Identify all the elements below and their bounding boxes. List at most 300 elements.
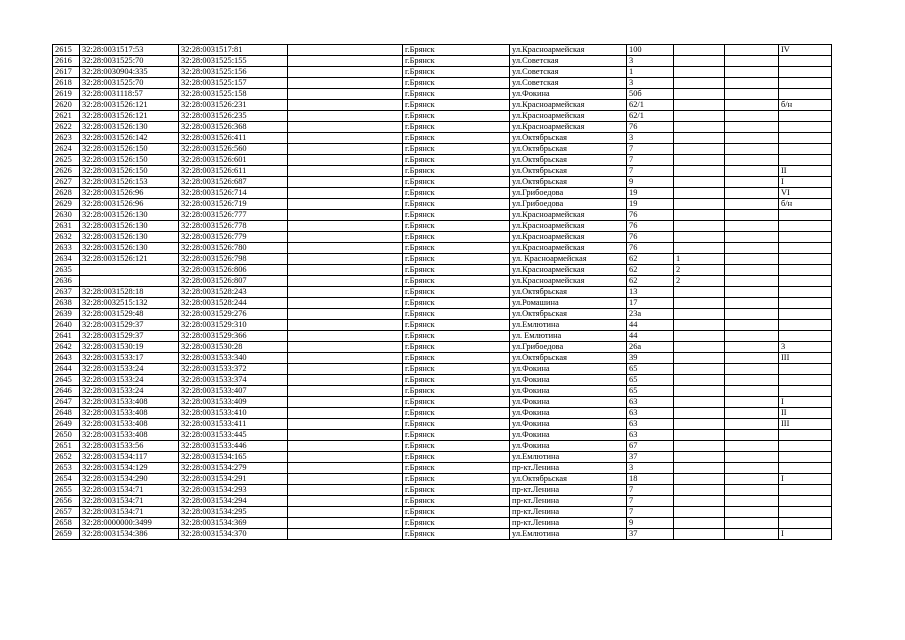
cell-street: ул.Октябрьская — [510, 474, 627, 485]
cell-row-number: 2630 — [53, 210, 80, 221]
cell-row-number: 2646 — [53, 386, 80, 397]
cell-unit-number — [725, 496, 779, 507]
cell-street: ул.Фокина — [510, 419, 627, 430]
cell-parent-cadastral-number: 32:28:0031526:96 — [80, 199, 179, 210]
cell-street: ул.Октябрьская — [510, 309, 627, 320]
cell-street: ул.Грибоедова — [510, 188, 627, 199]
cell-house-number: 63 — [627, 408, 674, 419]
cell-row-number: 2634 — [53, 254, 80, 265]
cell-unit-number — [725, 430, 779, 441]
cell-building-number — [674, 463, 725, 474]
table-row — [53, 364, 832, 375]
cell-cadastral-number: 32:28:0031528:243 — [179, 287, 288, 298]
cell-parent-cadastral-number: 32:28:0031529:37 — [80, 331, 179, 342]
cell-street: ул.Красноармейская — [510, 232, 627, 243]
cell-empty-column — [288, 221, 403, 232]
cell-street: ул.Советская — [510, 67, 627, 78]
cell-premises-number — [779, 122, 832, 133]
table-row — [53, 67, 832, 78]
cell-city: г.Брянск — [403, 287, 510, 298]
cell-cadastral-number: 32:28:0031526:368 — [179, 122, 288, 133]
cell-building-number — [674, 243, 725, 254]
cell-city: г.Брянск — [403, 56, 510, 67]
cell-city: г.Брянск — [403, 408, 510, 419]
cell-premises-number — [779, 485, 832, 496]
table-row — [53, 529, 832, 540]
table-row — [53, 122, 832, 133]
cell-unit-number — [725, 155, 779, 166]
cell-building-number — [674, 441, 725, 452]
cell-cadastral-number: 32:28:0031534:294 — [179, 496, 288, 507]
cell-empty-column — [288, 78, 403, 89]
cell-unit-number — [725, 452, 779, 463]
cell-row-number: 2617 — [53, 67, 80, 78]
cell-city: г.Брянск — [403, 111, 510, 122]
cell-row-number: 2615 — [53, 45, 80, 56]
cell-city: г.Брянск — [403, 309, 510, 320]
cell-unit-number — [725, 221, 779, 232]
cell-parent-cadastral-number: 32:28:0031534:71 — [80, 507, 179, 518]
cell-cadastral-number: 32:28:0031526:780 — [179, 243, 288, 254]
cell-parent-cadastral-number: 32:28:0031529:48 — [80, 309, 179, 320]
cell-building-number — [674, 518, 725, 529]
cell-unit-number — [725, 199, 779, 210]
cell-building-number — [674, 78, 725, 89]
cell-street: ул.Октябрьская — [510, 287, 627, 298]
cell-city: г.Брянск — [403, 122, 510, 133]
table-row — [53, 133, 832, 144]
cell-row-number: 2652 — [53, 452, 80, 463]
cell-house-number: 76 — [627, 210, 674, 221]
cell-house-number: 63 — [627, 419, 674, 430]
cell-building-number — [674, 342, 725, 353]
cell-empty-column — [288, 287, 403, 298]
cell-unit-number — [725, 166, 779, 177]
cell-building-number — [674, 408, 725, 419]
cell-cadastral-number: 32:28:0031526:235 — [179, 111, 288, 122]
cell-parent-cadastral-number: 32:28:0031526:96 — [80, 188, 179, 199]
cell-street: ул.Фокина — [510, 430, 627, 441]
cell-row-number: 2643 — [53, 353, 80, 364]
cell-city: г.Брянск — [403, 375, 510, 386]
cell-unit-number — [725, 100, 779, 111]
cell-building-number — [674, 210, 725, 221]
cell-city: г.Брянск — [403, 364, 510, 375]
cell-row-number: 2655 — [53, 485, 80, 496]
cell-premises-number — [779, 430, 832, 441]
cell-parent-cadastral-number — [80, 265, 179, 276]
cell-unit-number — [725, 375, 779, 386]
cell-street: пр-кт.Ленина — [510, 485, 627, 496]
table-body — [53, 45, 832, 540]
table-row — [53, 144, 832, 155]
cell-street: ул.Красноармейская — [510, 265, 627, 276]
cell-empty-column — [288, 342, 403, 353]
cell-premises-number — [779, 276, 832, 287]
cell-house-number: 62/1 — [627, 111, 674, 122]
cell-parent-cadastral-number: 32:28:0031526:121 — [80, 111, 179, 122]
table-row — [53, 474, 832, 485]
cell-premises-number: II — [779, 166, 832, 177]
cell-empty-column — [288, 496, 403, 507]
cell-empty-column — [288, 210, 403, 221]
cell-unit-number — [725, 474, 779, 485]
cell-empty-column — [288, 276, 403, 287]
cell-street: ул.Емлютина — [510, 320, 627, 331]
cell-unit-number — [725, 89, 779, 100]
cell-premises-number: II — [779, 408, 832, 419]
table-row — [53, 320, 832, 331]
cell-row-number: 2625 — [53, 155, 80, 166]
cell-unit-number — [725, 265, 779, 276]
cell-empty-column — [288, 386, 403, 397]
cell-premises-number — [779, 463, 832, 474]
cell-cadastral-number: 32:28:0031533:446 — [179, 441, 288, 452]
cell-parent-cadastral-number: 32:28:0031526:130 — [80, 232, 179, 243]
cell-empty-column — [288, 364, 403, 375]
cell-parent-cadastral-number: 32:28:0031528:18 — [80, 287, 179, 298]
cell-unit-number — [725, 298, 779, 309]
cell-house-number: 62 — [627, 276, 674, 287]
cell-empty-column — [288, 166, 403, 177]
cell-street: ул.Красноармейская — [510, 122, 627, 133]
table-row — [53, 254, 832, 265]
table-row — [53, 298, 832, 309]
cell-cadastral-number: 32:28:0031526:411 — [179, 133, 288, 144]
cell-city: г.Брянск — [403, 166, 510, 177]
cell-unit-number — [725, 364, 779, 375]
cell-house-number: 37 — [627, 529, 674, 540]
cell-parent-cadastral-number: 32:28:0031534:117 — [80, 452, 179, 463]
cell-empty-column — [288, 408, 403, 419]
cell-premises-number — [779, 144, 832, 155]
table-row — [53, 265, 832, 276]
cell-house-number: 63 — [627, 397, 674, 408]
cell-cadastral-number: 32:28:0031534:370 — [179, 529, 288, 540]
cell-house-number: 39 — [627, 353, 674, 364]
cell-empty-column — [288, 441, 403, 452]
cell-house-number: 3 — [627, 56, 674, 67]
cell-parent-cadastral-number: 32:28:0031533:24 — [80, 364, 179, 375]
table-row — [53, 309, 832, 320]
table-row — [53, 199, 832, 210]
cell-city: г.Брянск — [403, 144, 510, 155]
cell-empty-column — [288, 485, 403, 496]
cell-row-number: 2636 — [53, 276, 80, 287]
cell-unit-number — [725, 254, 779, 265]
cell-empty-column — [288, 375, 403, 386]
cell-cadastral-number: 32:28:0031526:231 — [179, 100, 288, 111]
cell-parent-cadastral-number: 32:28:0031533:408 — [80, 397, 179, 408]
cell-unit-number — [725, 397, 779, 408]
cell-row-number: 2658 — [53, 518, 80, 529]
cell-building-number — [674, 177, 725, 188]
cell-house-number: 9 — [627, 518, 674, 529]
cell-unit-number — [725, 441, 779, 452]
cell-parent-cadastral-number: 32:28:0031534:71 — [80, 496, 179, 507]
cell-street: ул.Октябрьская — [510, 353, 627, 364]
cell-building-number — [674, 122, 725, 133]
cell-empty-column — [288, 518, 403, 529]
cell-row-number: 2639 — [53, 309, 80, 320]
cell-cadastral-number: 32:28:0031533:340 — [179, 353, 288, 364]
cell-row-number: 2631 — [53, 221, 80, 232]
cell-cadastral-number: 32:28:0031530:28 — [179, 342, 288, 353]
cell-premises-number — [779, 78, 832, 89]
table-row — [53, 342, 832, 353]
cell-house-number: 65 — [627, 386, 674, 397]
cell-cadastral-number: 32:28:0031533:372 — [179, 364, 288, 375]
cell-parent-cadastral-number: 32:28:0031526:130 — [80, 122, 179, 133]
cell-building-number — [674, 133, 725, 144]
cell-unit-number — [725, 177, 779, 188]
cell-empty-column — [288, 265, 403, 276]
cell-house-number: 7 — [627, 496, 674, 507]
cell-empty-column — [288, 507, 403, 518]
cell-parent-cadastral-number: 32:28:0031526:150 — [80, 166, 179, 177]
cell-cadastral-number: 32:28:0031528:244 — [179, 298, 288, 309]
cell-unit-number — [725, 67, 779, 78]
table-row — [53, 452, 832, 463]
cell-empty-column — [288, 111, 403, 122]
cell-unit-number — [725, 111, 779, 122]
cell-premises-number — [779, 210, 832, 221]
cell-empty-column — [288, 463, 403, 474]
cell-parent-cadastral-number: 32:28:0031525:70 — [80, 56, 179, 67]
cell-street: ул.Грибоедова — [510, 342, 627, 353]
cell-street: ул.Фокина — [510, 408, 627, 419]
cell-premises-number — [779, 320, 832, 331]
cell-street: пр-кт.Ленина — [510, 518, 627, 529]
cell-house-number: 76 — [627, 243, 674, 254]
cell-empty-column — [288, 133, 403, 144]
cell-street: ул.Советская — [510, 78, 627, 89]
cell-building-number — [674, 298, 725, 309]
cell-building-number — [674, 452, 725, 463]
cell-row-number: 2635 — [53, 265, 80, 276]
cell-house-number: 19 — [627, 199, 674, 210]
cell-row-number: 2651 — [53, 441, 80, 452]
cell-house-number: 7 — [627, 166, 674, 177]
cell-empty-column — [288, 452, 403, 463]
cell-cadastral-number: 32:28:0031525:155 — [179, 56, 288, 67]
table-row — [53, 188, 832, 199]
cell-parent-cadastral-number: 32:28:0031534:71 — [80, 485, 179, 496]
cell-premises-number — [779, 364, 832, 375]
cell-row-number: 2619 — [53, 89, 80, 100]
cell-building-number — [674, 67, 725, 78]
cell-premises-number — [779, 298, 832, 309]
cell-cadastral-number: 32:28:0031517:81 — [179, 45, 288, 56]
cell-street: ул.Красноармейская — [510, 111, 627, 122]
cell-house-number: 65 — [627, 364, 674, 375]
cell-empty-column — [288, 45, 403, 56]
cell-row-number: 2629 — [53, 199, 80, 210]
cell-city: г.Брянск — [403, 78, 510, 89]
cell-house-number: 7 — [627, 485, 674, 496]
cell-street: ул.Фокина — [510, 386, 627, 397]
cell-building-number — [674, 111, 725, 122]
cell-unit-number — [725, 243, 779, 254]
cell-parent-cadastral-number: 32:28:0031517:53 — [80, 45, 179, 56]
cell-cadastral-number: 32:28:0031526:807 — [179, 276, 288, 287]
cell-building-number — [674, 353, 725, 364]
cell-empty-column — [288, 254, 403, 265]
cell-row-number: 2623 — [53, 133, 80, 144]
cell-house-number: 76 — [627, 232, 674, 243]
cell-empty-column — [288, 474, 403, 485]
cell-building-number — [674, 320, 725, 331]
cell-parent-cadastral-number: 32:28:0031118:57 — [80, 89, 179, 100]
cell-house-number: 76 — [627, 221, 674, 232]
cell-city: г.Брянск — [403, 100, 510, 111]
cell-parent-cadastral-number: 32:28:0031534:290 — [80, 474, 179, 485]
cell-row-number: 2642 — [53, 342, 80, 353]
cell-unit-number — [725, 518, 779, 529]
cell-city: г.Брянск — [403, 463, 510, 474]
cell-street: ул.Фокина — [510, 364, 627, 375]
table-row — [53, 518, 832, 529]
cell-city: г.Брянск — [403, 177, 510, 188]
cell-premises-number — [779, 507, 832, 518]
cell-parent-cadastral-number: 32:28:0031529:37 — [80, 320, 179, 331]
cell-cadastral-number: 32:28:0031525:156 — [179, 67, 288, 78]
cell-empty-column — [288, 232, 403, 243]
cell-unit-number — [725, 342, 779, 353]
cell-premises-number: III — [779, 419, 832, 430]
cell-house-number: 26а — [627, 342, 674, 353]
cell-parent-cadastral-number: 32:28:0031533:408 — [80, 430, 179, 441]
cell-parent-cadastral-number: 32:28:0032515:132 — [80, 298, 179, 309]
cell-cadastral-number: 32:28:0031529:310 — [179, 320, 288, 331]
cell-unit-number — [725, 45, 779, 56]
cell-building-number — [674, 419, 725, 430]
document-page — [52, 44, 832, 540]
cell-cadastral-number: 32:28:0031534:165 — [179, 452, 288, 463]
cell-building-number — [674, 144, 725, 155]
cadastral-table — [52, 44, 832, 540]
cell-building-number — [674, 199, 725, 210]
cell-house-number: 50б — [627, 89, 674, 100]
cell-building-number — [674, 45, 725, 56]
cell-premises-number: I — [779, 397, 832, 408]
cell-premises-number — [779, 386, 832, 397]
cell-building-number: 1 — [674, 254, 725, 265]
cell-parent-cadastral-number — [80, 276, 179, 287]
cell-cadastral-number: 32:28:0031533:409 — [179, 397, 288, 408]
cell-street: пр-кт.Ленина — [510, 496, 627, 507]
cell-row-number: 2628 — [53, 188, 80, 199]
cell-parent-cadastral-number: 32:28:0031534:386 — [80, 529, 179, 540]
table-row — [53, 155, 832, 166]
cell-city: г.Брянск — [403, 155, 510, 166]
cell-cadastral-number: 32:28:0031526:714 — [179, 188, 288, 199]
cell-row-number: 2624 — [53, 144, 80, 155]
cell-unit-number — [725, 320, 779, 331]
cell-unit-number — [725, 419, 779, 430]
table-row — [53, 287, 832, 298]
cell-house-number: 3 — [627, 78, 674, 89]
cell-unit-number — [725, 353, 779, 364]
cell-premises-number — [779, 375, 832, 386]
cell-street: ул.Октябрьская — [510, 133, 627, 144]
cell-street: ул.Ромашина — [510, 298, 627, 309]
cell-unit-number — [725, 463, 779, 474]
cell-empty-column — [288, 188, 403, 199]
cell-house-number: 37 — [627, 452, 674, 463]
cell-empty-column — [288, 56, 403, 67]
cell-row-number: 2632 — [53, 232, 80, 243]
cell-city: г.Брянск — [403, 276, 510, 287]
cell-empty-column — [288, 100, 403, 111]
table-row — [53, 276, 832, 287]
cell-premises-number: VI — [779, 188, 832, 199]
cell-building-number — [674, 331, 725, 342]
cell-row-number: 2657 — [53, 507, 80, 518]
cell-unit-number — [725, 287, 779, 298]
cell-building-number — [674, 496, 725, 507]
cell-building-number — [674, 89, 725, 100]
cell-empty-column — [288, 331, 403, 342]
cell-empty-column — [288, 177, 403, 188]
cell-cadastral-number: 32:28:0031533:407 — [179, 386, 288, 397]
cell-parent-cadastral-number: 32:28:0031526:121 — [80, 254, 179, 265]
cell-cadastral-number: 32:28:0031526:798 — [179, 254, 288, 265]
cell-house-number: 100 — [627, 45, 674, 56]
cell-unit-number — [725, 309, 779, 320]
cell-premises-number — [779, 243, 832, 254]
cell-city: г.Брянск — [403, 133, 510, 144]
cell-city: г.Брянск — [403, 232, 510, 243]
cell-house-number: 63 — [627, 430, 674, 441]
cell-parent-cadastral-number: 32:28:0031533:17 — [80, 353, 179, 364]
cell-empty-column — [288, 89, 403, 100]
cell-cadastral-number: 32:28:0031534:291 — [179, 474, 288, 485]
cell-premises-number — [779, 452, 832, 463]
cell-cadastral-number: 32:28:0031526:778 — [179, 221, 288, 232]
cell-house-number: 62 — [627, 265, 674, 276]
cell-street: ул.Октябрьская — [510, 177, 627, 188]
cell-premises-number — [779, 56, 832, 67]
cell-cadastral-number: 32:28:0031526:687 — [179, 177, 288, 188]
cell-city: г.Брянск — [403, 210, 510, 221]
cell-empty-column — [288, 419, 403, 430]
cell-cadastral-number: 32:28:0031525:157 — [179, 78, 288, 89]
cell-street: пр-кт.Ленина — [510, 507, 627, 518]
cell-street: ул.Фокина — [510, 375, 627, 386]
table-row — [53, 243, 832, 254]
cell-house-number: 65 — [627, 375, 674, 386]
cell-house-number: 3 — [627, 133, 674, 144]
cell-street: ул.Красноармейская — [510, 243, 627, 254]
cell-cadastral-number: 32:28:0031526:611 — [179, 166, 288, 177]
cell-building-number — [674, 188, 725, 199]
cell-cadastral-number: 32:28:0031533:445 — [179, 430, 288, 441]
cell-street: ул.Фокина — [510, 89, 627, 100]
table-row — [53, 166, 832, 177]
cell-premises-number: IV — [779, 45, 832, 56]
cell-building-number — [674, 397, 725, 408]
cell-row-number: 2654 — [53, 474, 80, 485]
table-row — [53, 232, 832, 243]
table-row — [53, 430, 832, 441]
cell-house-number: 13 — [627, 287, 674, 298]
table-row — [53, 507, 832, 518]
cell-house-number: 44 — [627, 320, 674, 331]
table-row — [53, 375, 832, 386]
cell-parent-cadastral-number: 32:28:0031533:408 — [80, 419, 179, 430]
cell-street: ул.Емлютина — [510, 452, 627, 463]
